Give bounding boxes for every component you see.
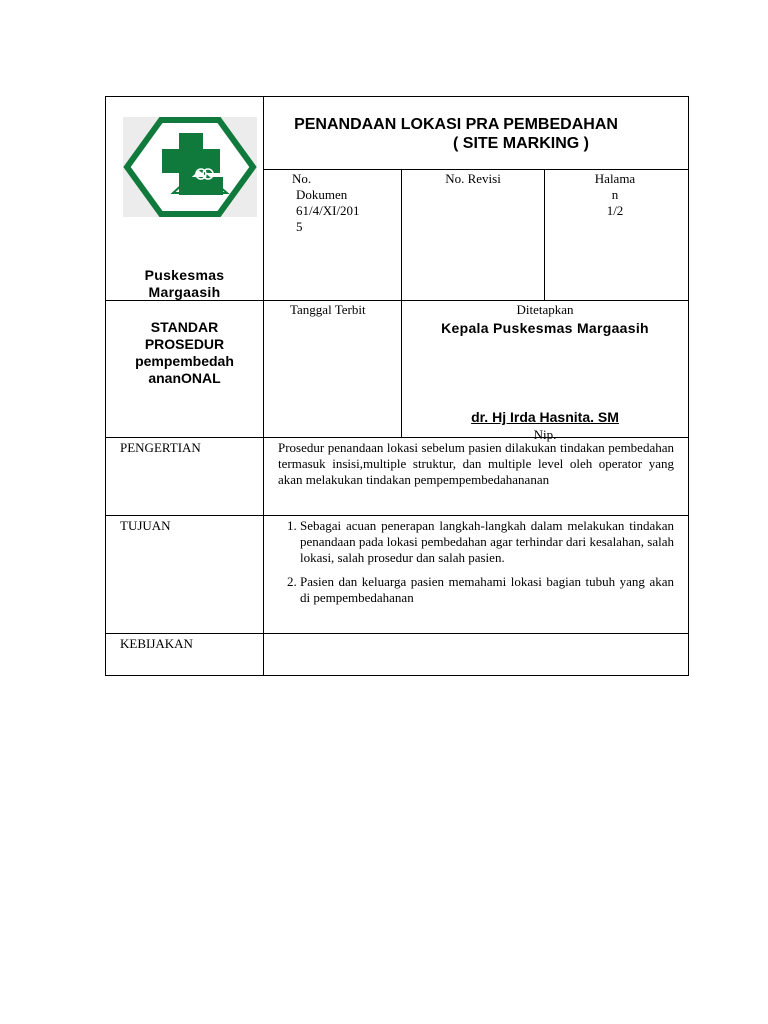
no-revisi: No. Revisi: [445, 171, 501, 186]
tujuan-content: [264, 516, 689, 634]
tujuan-label: TUJUAN: [106, 516, 264, 634]
signatory-name: dr. Hj Irda Hasnita. SM: [471, 409, 619, 425]
kebijakan-text: [264, 634, 689, 676]
list-item: 2. Pasien dan keluarga pasien memahami lokasi bagian tubuh yang akan di pempembedahanan: [300, 574, 674, 606]
halaman-cell: [545, 170, 689, 301]
tanggal-terbit: Tanggal Terbit: [290, 302, 366, 317]
no-dokumen-cell: [264, 170, 402, 301]
kepala-puskesmas: Kepala Puskesmas Margaasih: [441, 320, 649, 336]
ditetapkan-label: Ditetapkan: [516, 302, 574, 317]
no-revisi-cell: [402, 170, 545, 301]
nip-label: Nip.: [533, 427, 557, 442]
halaman: Halama n 1/2: [594, 171, 636, 218]
organization-name: Puskesmas Margaasih: [144, 267, 225, 300]
tanggal-terbit-cell: [264, 301, 402, 438]
document-title: PENANDAAN LOKASI PRA PEMBEDAHAN ( SITE MARKING ): [294, 116, 618, 152]
standar-prosedur-cell: [106, 301, 264, 438]
penetapan-cell: [402, 301, 689, 442]
sop-table: [105, 96, 689, 676]
pengertian-text: Prosedur penandaan lokasi sebelum pasien dilakukan tindakan pembedahan termasuk insisi,multiple struktur, dan multiple level oleh operator yang akan melakukan tindakan pempempembedahananan: [264, 438, 689, 516]
standar-prosedur-label: STANDAR PROSEDUR pempembedah ananONAL: [135, 319, 234, 386]
puskesmas-logo-icon: [123, 117, 257, 217]
header-logo-cell: [106, 97, 264, 301]
tujuan-list: [278, 518, 674, 606]
document-title-cell: [264, 97, 689, 170]
no-dokumen: No. Dokumen 61/4/XI/201 5: [292, 171, 360, 234]
list-item: 1. Sebagai acuan penerapan langkah-langkah dalam melakukan tindakan penandaan pada lokasi pembedahan agar terhindar dari kesalahan, salah lokasi, salah prosedur dan salah pasien.: [300, 518, 674, 566]
pengertian-label: PENGERTIAN: [106, 438, 264, 516]
kebijakan-label: KEBIJAKAN: [106, 634, 264, 676]
